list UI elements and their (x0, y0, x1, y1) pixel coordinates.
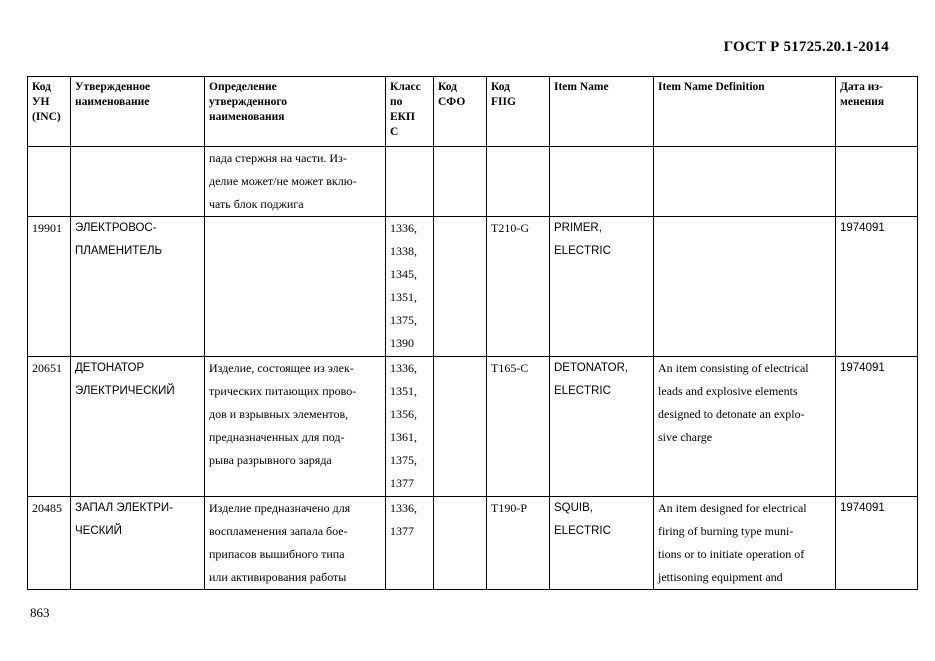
item-name-definition-cell (654, 497, 836, 590)
definition-cell (205, 217, 386, 357)
item-name-definition-cell (654, 357, 836, 497)
table-header-row (28, 77, 918, 147)
text-line: наименование (75, 96, 150, 108)
text-line: наименования (209, 111, 285, 123)
text-line: 1390 (390, 336, 414, 350)
definition-cell (205, 147, 386, 217)
text-line: 1345, (390, 267, 417, 281)
fiig-cell: T190-P (487, 497, 550, 590)
text-line: 1356, (390, 407, 417, 421)
text-line: Утвержденное (75, 81, 151, 93)
header-definition (205, 77, 386, 147)
approved-name-cell (71, 497, 205, 590)
definition-cell (205, 357, 386, 497)
text-line: УН (32, 96, 50, 108)
text-line: 1361, (390, 430, 417, 444)
header-approved-name (71, 77, 205, 147)
sfo-cell (434, 357, 487, 497)
definition-cell (205, 497, 386, 590)
text-line: дов и взрывных элементов, (209, 407, 349, 421)
text-line: Item Name Definition (658, 81, 765, 93)
text-line: 1351, (390, 384, 417, 398)
text-line: ЗАПАЛ ЭЛЕКТРИ- (75, 502, 174, 514)
text-line: предназначенных для под- (209, 430, 345, 444)
page-number: 863 (30, 605, 50, 620)
text-line: ПЛАМЕНИТЕЛЬ (75, 245, 163, 257)
sfo-cell (434, 497, 487, 590)
text-line: делие может/не может вклю- (209, 174, 357, 188)
header-item-name-definition (654, 77, 836, 147)
text-line: ЭЛЕКТРИЧЕСКИЙ (75, 385, 175, 397)
text-line: 1336, (390, 221, 417, 235)
text-line: 1351, (390, 290, 417, 304)
text-line: ELECTRIC (554, 385, 611, 397)
text-line: designed to detonate an explo- (658, 407, 805, 421)
table-row (28, 497, 918, 590)
header-change-date (836, 77, 918, 147)
header-sfo (434, 77, 487, 147)
text-line: tions or to initiate operation of (658, 547, 805, 561)
class-cell (386, 497, 434, 590)
catalog-table (27, 76, 918, 590)
text-line: пада стержня на части. Из- (209, 151, 347, 165)
text-line: воспламенения запала бое- (209, 524, 348, 538)
text-line: менения (840, 96, 885, 108)
table-row (28, 217, 918, 357)
text-line: DETONATOR, (554, 362, 629, 374)
text-line: Item Name (554, 81, 609, 93)
inc-cell: 20485 (28, 497, 71, 590)
text-line: jettisoning equipment and (658, 570, 783, 584)
item-name-cell (550, 217, 654, 357)
inc-cell: 19901 (28, 217, 71, 357)
text-line: Определение (209, 81, 277, 93)
class-cell (386, 357, 434, 497)
text-line: Код (438, 81, 458, 93)
header-fiig (487, 77, 550, 147)
change-date-cell: 1974091 (836, 357, 918, 497)
text-line: С (390, 126, 399, 138)
text-line: An item consisting of electrical (658, 361, 809, 375)
text-line: припасов вышибного типа (209, 547, 345, 561)
table-row-continuation (28, 147, 918, 217)
change-date-cell: 1974091 (836, 497, 918, 590)
sfo-cell (434, 217, 487, 357)
class-cell (386, 217, 434, 357)
text-line: ELECTRIC (554, 525, 611, 537)
text-line: рыва разрывного заряда (209, 453, 332, 467)
text-line: ДЕТОНАТОР (75, 362, 145, 374)
text-line: PRIMER, (554, 222, 602, 234)
header-class (386, 77, 434, 147)
text-line: ЧЕСКИЙ (75, 525, 122, 537)
text-line: трических питающих прово- (209, 384, 357, 398)
text-line: Код (491, 81, 511, 93)
text-line: sive charge (658, 430, 713, 444)
text-line: по (390, 96, 403, 108)
text-line: 1336, (390, 361, 417, 375)
text-line: ЕКП (390, 111, 415, 123)
document-standard-header: ГОСТ Р 51725.20.1-2014 (723, 39, 889, 55)
text-line: ЭЛЕКТРОВОС- (75, 222, 157, 234)
item-name-cell (550, 357, 654, 497)
text-line: (INC) (32, 111, 61, 123)
inc-cell: 20651 (28, 357, 71, 497)
fiig-cell: T210-G (487, 217, 550, 357)
text-line: SQUIB, (554, 502, 593, 514)
change-date-cell: 1974091 (836, 217, 918, 357)
text-line: 1338, (390, 244, 417, 258)
text-line: 1377 (390, 524, 414, 538)
approved-name-cell (71, 357, 205, 497)
text-line: Класс (390, 81, 421, 93)
text-line: Код (32, 81, 52, 93)
fiig-cell: T165-C (487, 357, 550, 497)
text-line: Изделие предназначено для (209, 501, 351, 515)
text-line: leads and explosive elements (658, 384, 798, 398)
text-line: 1336, (390, 501, 417, 515)
item-name-definition-cell (654, 217, 836, 357)
approved-name-cell (71, 217, 205, 357)
text-line: 1375, (390, 313, 417, 327)
table-row (28, 357, 918, 497)
header-inc (28, 77, 71, 147)
text-line: ELECTRIC (554, 245, 611, 257)
text-line: FIIG (491, 96, 516, 108)
text-line: An item designed for electrical (658, 501, 807, 515)
text-line: СФО (438, 96, 466, 108)
text-line: 1375, (390, 453, 417, 467)
text-line: 1377 (390, 476, 414, 490)
text-line: firing of burning type muni- (658, 524, 794, 538)
text-line: утвержденного (209, 96, 288, 108)
text-line: Дата из- (840, 81, 883, 93)
text-line: или активирования работы (209, 570, 347, 584)
item-name-cell (550, 497, 654, 590)
text-line: Изделие, состоящее из элек- (209, 361, 354, 375)
header-item-name (550, 77, 654, 147)
text-line: чать блок поджига (209, 197, 304, 211)
